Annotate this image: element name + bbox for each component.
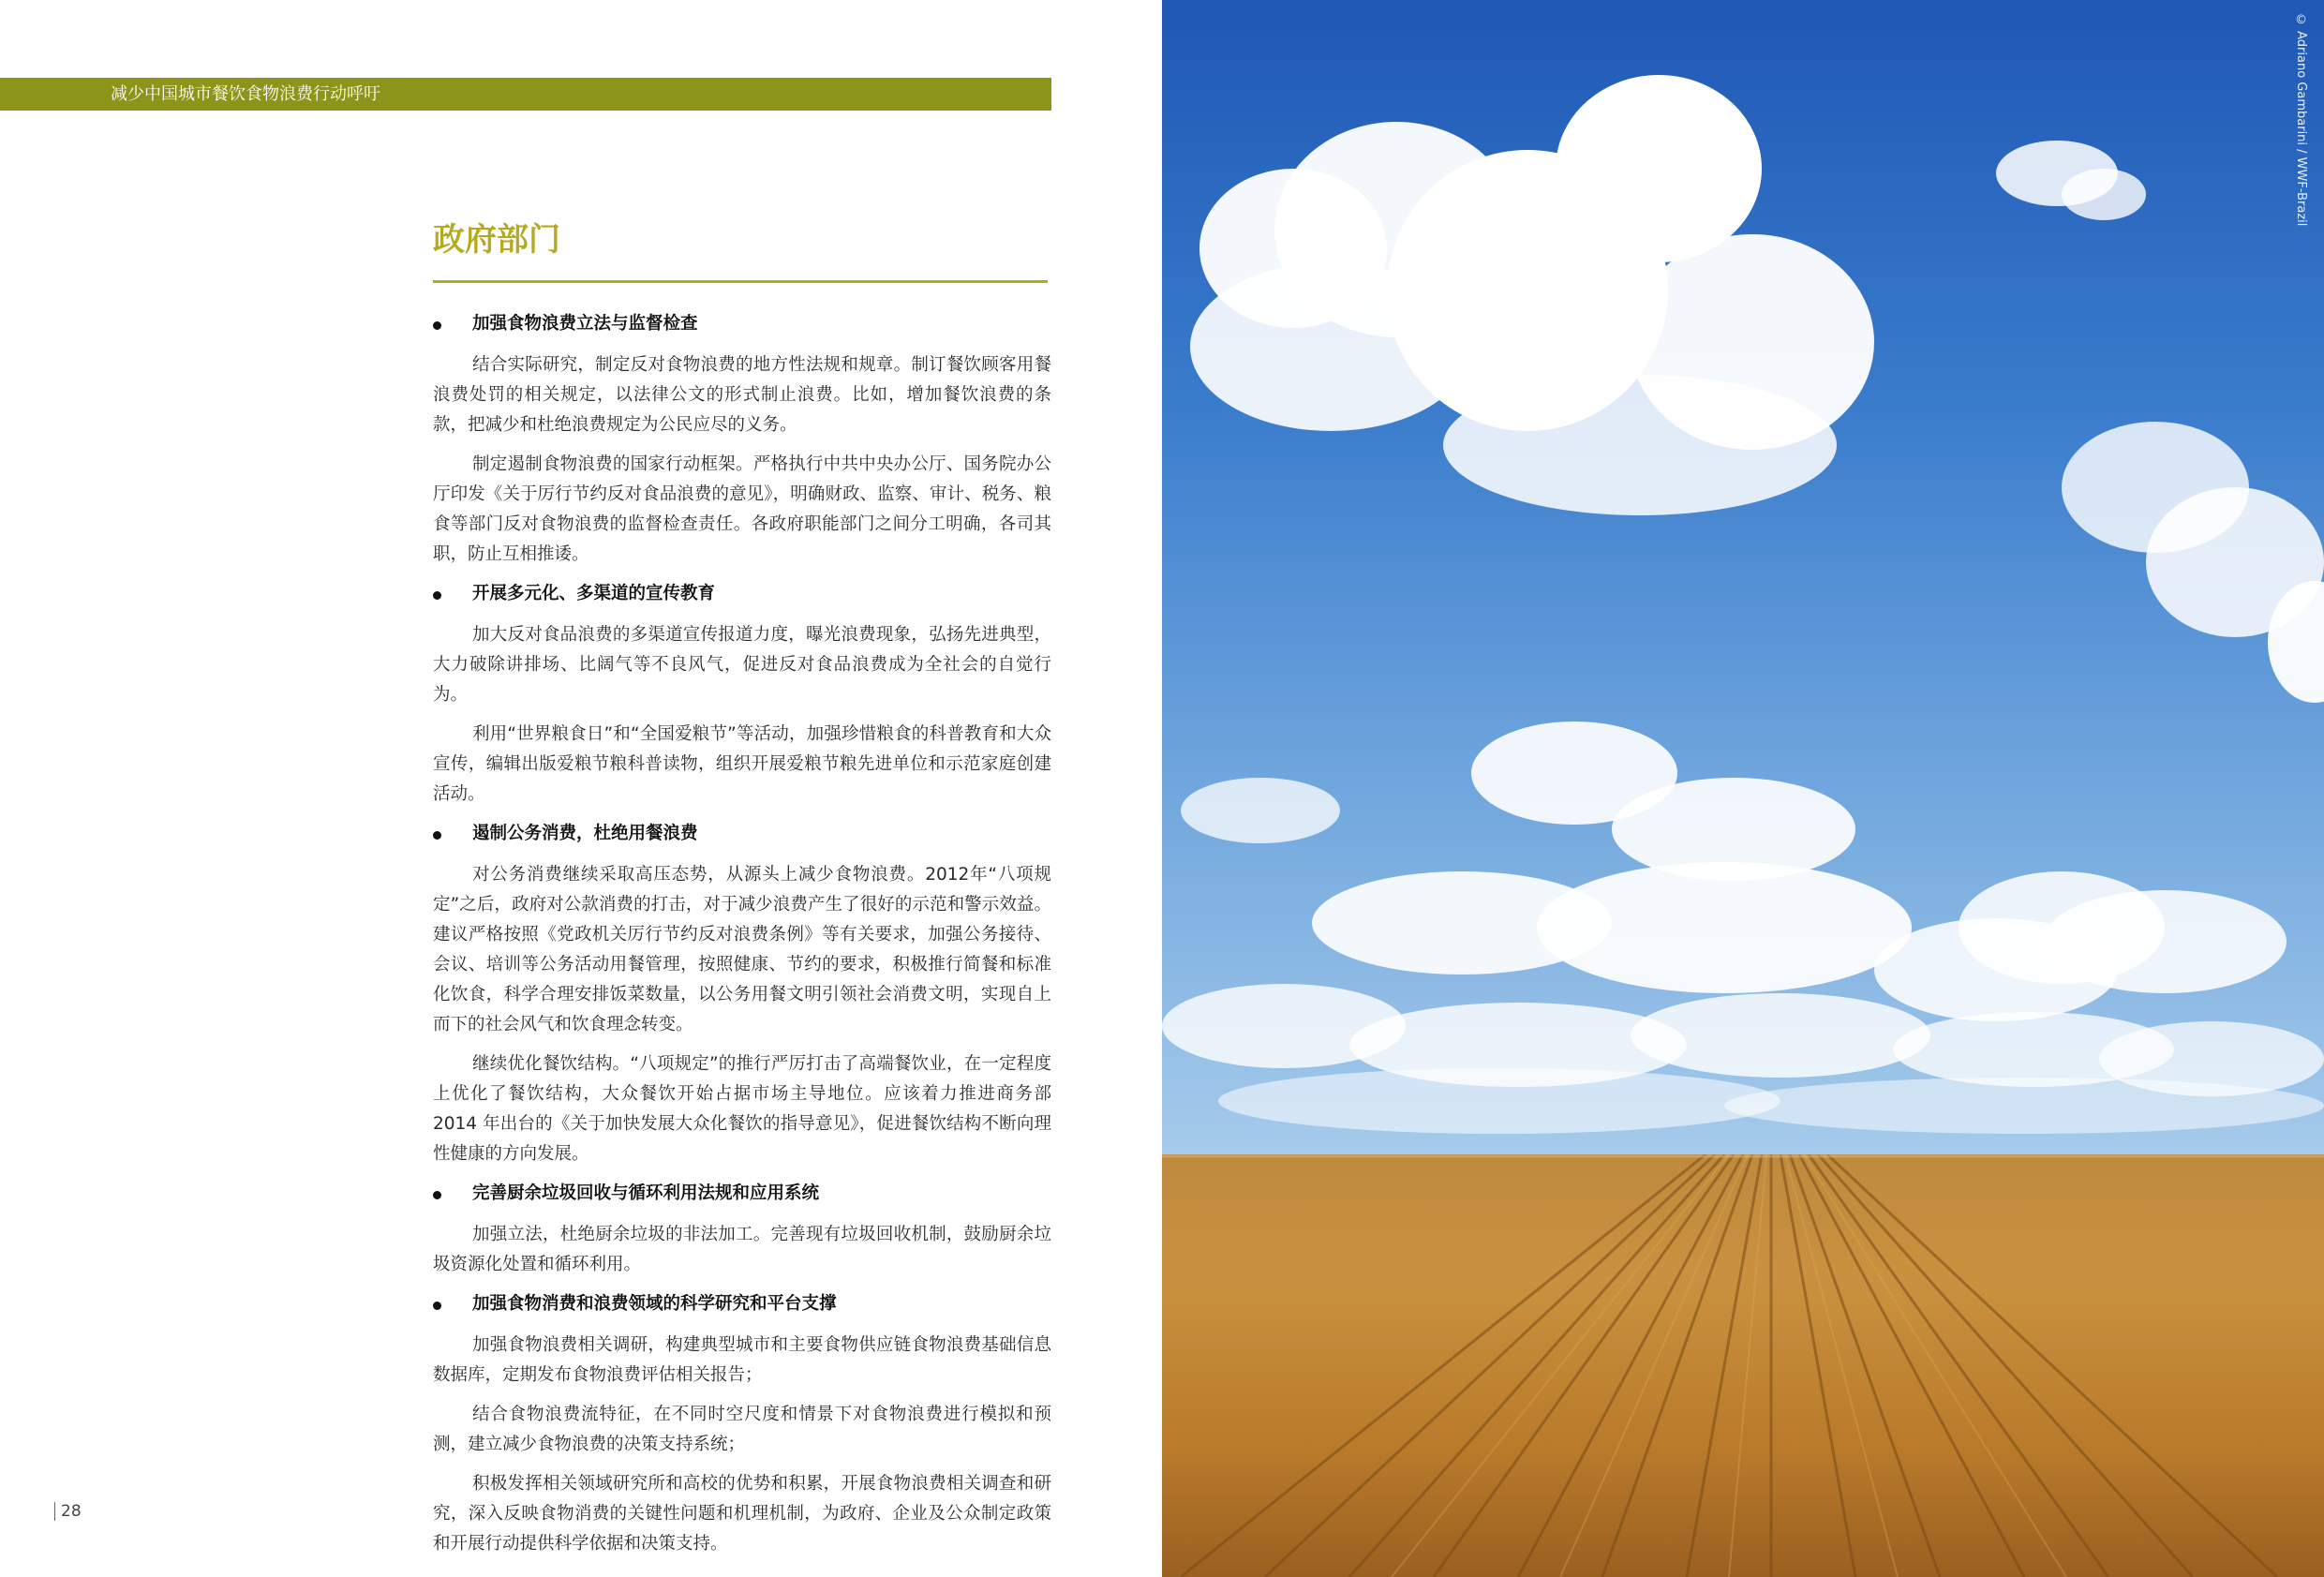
cloud xyxy=(1181,778,1340,843)
paragraph: 结合食物浪费流特征，在不同时空尺度和情景下对食物浪费进行模拟和预测，建立减少食物浪费的决策支持系统； xyxy=(433,1405,1051,1454)
bullet-heading xyxy=(433,309,1051,339)
paragraph: 积极发挥相关领域研究所和高校的优势和积累，开展食物浪费相关调查和研究，深入反映食物消费的关键性问题和机理机制，为政府、企业及公众制定政策和开展行动提供科学依据和决策支持。 xyxy=(433,1474,1051,1554)
cloud xyxy=(2062,169,2146,220)
paragraph: 继续优化餐饮结构。“八项规定”的推行严厉打击了高端餐饮业，在一定程度上优化了餐饮结构，大众餐饮开始占据市场主导地位。应该着力推进商务部 2014 年出台的《关于加快发展大众化餐饮的指导意见》，促进餐饮结构不断向理性健康的方向发展。 xyxy=(433,1054,1051,1164)
cloud xyxy=(1218,1068,1780,1134)
body-content xyxy=(433,305,1051,1569)
heading-text: 完善厨余垃圾回收与循环利用法规和应用系统 xyxy=(472,1183,820,1203)
cloud xyxy=(1556,75,1762,262)
cloud xyxy=(1190,262,1471,431)
paragraph: 结合实际研究，制定反对食物浪费的地方性法规和规章。制订餐饮顾客用餐浪费处罚的相关规定，以法律公文的形式制止浪费。比如，增加餐饮浪费的条款，把减少和杜绝浪费规定为公民应尽的义务。 xyxy=(433,355,1051,435)
cloud xyxy=(1537,862,1912,993)
bullet-icon xyxy=(433,321,441,330)
paragraph: 加大反对食品浪费的多渠道宣传报道力度，曝光浪费现象，弘扬先进典型，大力破除讲排场、比阔气等不良风气，促进反对食品浪费成为全社会的自觉行为。 xyxy=(433,625,1051,705)
field-rows xyxy=(1162,1154,2324,1577)
paragraph: 对公务消费继续采取高压态势，从源头上减少食物浪费。2012年“八项规定”之后，政府对公款消费的打击，对于减少浪费产生了很好的示范和警示效益。建议严格按照《党政机关厉行节约反对浪费条例》等有关要求，加强公务接待、会议、培训等公务活动用餐管理，按照健康、节约的要求，积极推行简餐和标准化饮食，科学合理安排饭菜数量，以公务用餐文明引领社会消费文明，实现自上而下的社会风气和饮食理念转变。 xyxy=(433,865,1051,1034)
heading-text: 开展多元化、多渠道的宣传教育 xyxy=(472,584,716,603)
heading-text: 加强食物消费和浪费领域的科学研究和平台支撑 xyxy=(472,1294,837,1314)
cloud xyxy=(1724,1078,2324,1134)
bullet-icon xyxy=(433,591,441,600)
section-title: 政府部门 xyxy=(433,221,560,259)
heading-text: 加强食物浪费立法与监督检查 xyxy=(472,314,698,334)
bullet-icon xyxy=(433,1191,441,1199)
photo-credit: © Adriano Gambarini / WWF-Brazil xyxy=(2294,13,2308,227)
page-number: 28 xyxy=(54,1502,82,1521)
paragraph: 制定遏制食物浪费的国家行动框架。严格执行中共中央办公厅、国务院办公厅印发《关于厉行节约反对食品浪费的意见》，明确财政、监察、审计、税务、粮食等部门反对食物浪费的监督检查责任。各政府职能部门之间分工明确，各司其职，防止互相推诿。 xyxy=(433,454,1051,564)
landscape-photo xyxy=(1162,0,2324,1577)
bullet-icon xyxy=(433,831,441,840)
paragraph: 利用“世界粮食日”和“全国爱粮节”等活动，加强珍惜粮食的科普教育和大众宣传，编辑出版爱粮节粮科普读物，组织开展爱粮节粮先进单位和示范家庭创建活动。 xyxy=(433,724,1051,804)
paragraph: 加强食物浪费相关调研，构建典型城市和主要食物供应链食物浪费基础信息数据库，定期发布食物浪费评估相关报告； xyxy=(433,1335,1051,1385)
bullet-icon xyxy=(433,1302,441,1310)
cloud xyxy=(1443,375,1837,515)
bullet-heading xyxy=(433,579,1051,609)
bullet-heading xyxy=(433,1289,1051,1319)
bullet-heading xyxy=(433,819,1051,849)
cloud xyxy=(1631,993,1930,1078)
sky xyxy=(1162,0,2324,1157)
cloud xyxy=(2043,890,2287,993)
title-divider xyxy=(433,280,1048,283)
bullet-heading xyxy=(433,1179,1051,1209)
heading-text: 遏制公务消费，杜绝用餐浪费 xyxy=(472,824,698,843)
paragraph: 加强立法，杜绝厨余垃圾的非法加工。完善现有垃圾回收机制，鼓励厨余垃圾资源化处置和循环利用。 xyxy=(433,1225,1051,1274)
running-header: 减少中国城市餐饮食物浪费行动呼吁 xyxy=(0,78,1051,111)
